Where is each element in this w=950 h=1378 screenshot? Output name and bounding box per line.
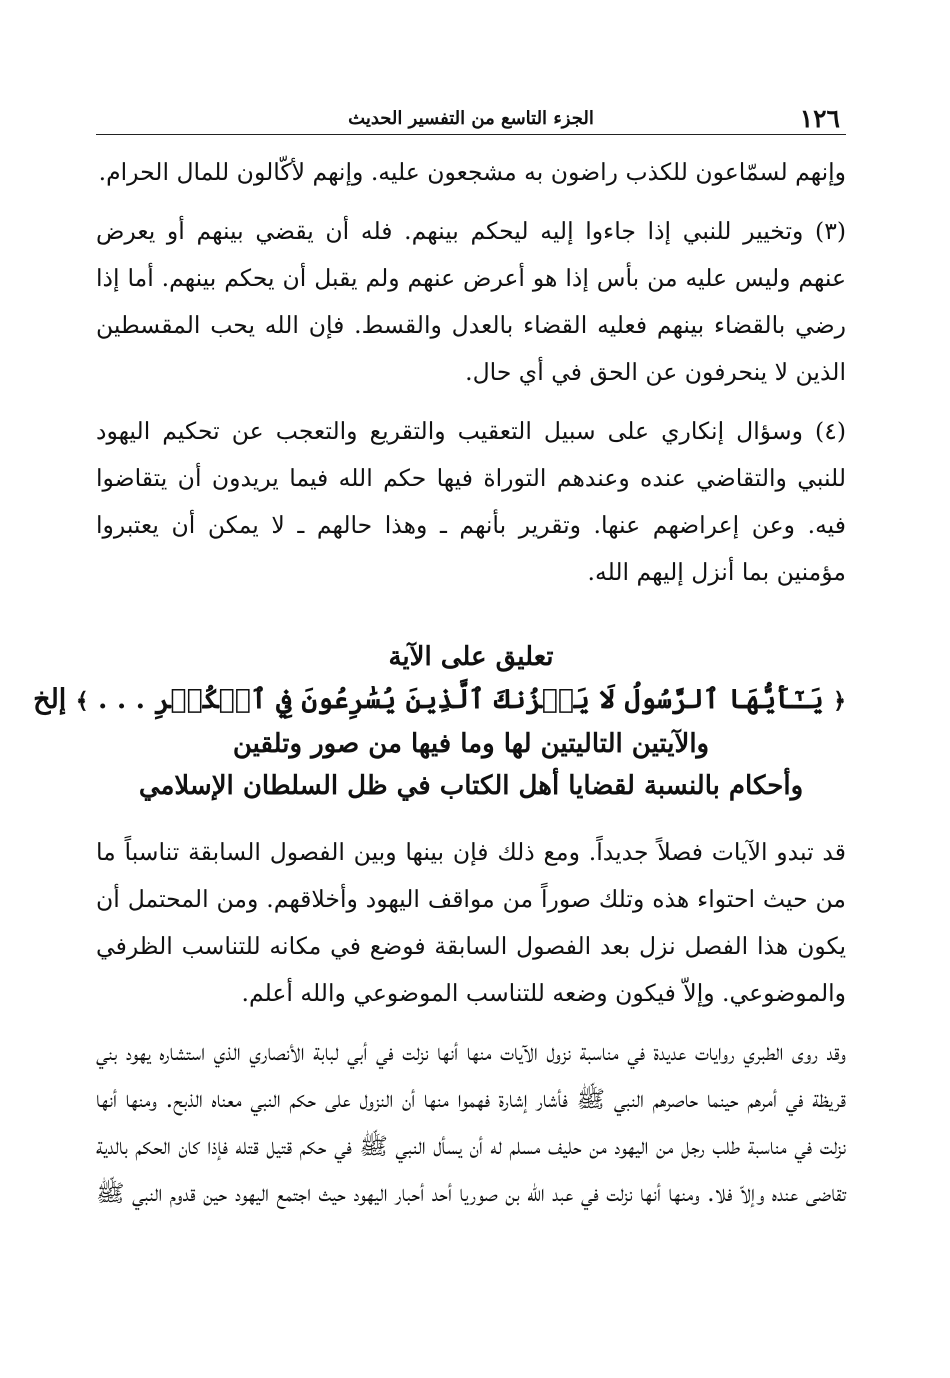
commentary-heading xyxy=(33,636,846,807)
quran-verse-text: يَـٰٓأَيُّهَا ٱلرَّسُولُ لَا يَحۡزُنكَ ٱلَّذِينَ يُسَٰرِعُونَ فِي ٱلۡكُفۡرِ . . . xyxy=(98,684,824,715)
commentary-subtitle-2: وأحكام بالنسبة لقضايا أهل الكتاب في ظل السلطان الإسلامي xyxy=(138,771,804,801)
paragraph-commentary-1: قد تبدو الآيات فصلاً جديداً. ومع ذلك فإن بينها وبين الفصول السابقة تناسباً ما من حيث احتواء هذه وتلك صوراً من مواقف اليهود وأخلاقهم. ومن المحتمل أن يكون هذا الفصل نزل بعد الفصول السابقة فوضع في مكانه للتناسب الظرفي والموضوعي. وإلاّ فيكون وضعه للتناسب الموضوعي والله أعلم. xyxy=(96,838,846,1007)
quran-verse-suffix: إلخ xyxy=(33,684,67,715)
page-header xyxy=(96,100,846,135)
paragraph-continuation: وإنهم لسمّاعون للكذب راضون به مشجعون عليه. وإنهم لأكّالون للمال الحرام. xyxy=(98,158,846,186)
commentary-subtitle-1: والآيتين التاليتين لها وما فيها من صور وتلقين xyxy=(232,729,710,759)
page-number: ١٢٦ xyxy=(799,104,840,133)
running-title: الجزء التاسع من التفسير الحديث xyxy=(348,108,594,129)
paragraph-commentary-2: وقد روى الطبري روايات عديدة في مناسبة نزول الآيات منها أنها نزلت في أبي لبابة الأنصاري الذي استشاره يهود بني قريظة في أمرهم حينما حاصرهم النبي ﷺ فأشار إشارة فهموا منها أن النزول على حكم النبي معناه الذبح. ومنها أنها نزلت في مناسبة طلب رجل من اليهود من حليف مسلم له أن يسأل النبي ﷺ في حكم قتيل قتله فإذا كان الحكم بالدية تقاضى عنده وإلاّ فلا. ومنها أنها نزلت في عبد الله بن صوريا أحد أحبار اليهود حيث اجتمع اليهود حين قدوم النبي ﷺ xyxy=(96,1038,846,1207)
quran-verse-line xyxy=(33,678,846,723)
quran-close-bracket: ﴾ xyxy=(75,688,89,714)
paragraph-point-3: (٣) وتخيير للنبي إذا جاءوا إليه ليحكم بينهم. فله أن يقضي بينهم أو يعرض عنهم وليس عليه من بأس إذا هو أعرض عنهم ولم يقبل أن يحكم بينهم. أما إذا رضي بالقضاء بينهم فعليه القضاء بالعدل والقسط. فإن الله يحب المقسطين الذين لا ينحرفون عن الحق في أي حال. xyxy=(96,217,846,386)
book-page xyxy=(33,100,846,1340)
paragraph-point-4: (٤) وسؤال إنكاري على سبيل التعقيب والتقريع والتعجب عن تحكيم اليهود للنبي والتقاضي عنده وعندهم التوراة فيها حكم الله فيما يريدون أن يتقاضوا فيه. وعن إعراضهم عنها. وتقرير بأنهم ـ وهذا حالهم ـ لا يمكن أن يعتبروا مؤمنين بما أنزل إليهم الله. xyxy=(96,417,846,586)
commentary-title: تعليق على الآية xyxy=(388,642,554,672)
quran-open-bracket: ﴿ xyxy=(833,688,846,714)
